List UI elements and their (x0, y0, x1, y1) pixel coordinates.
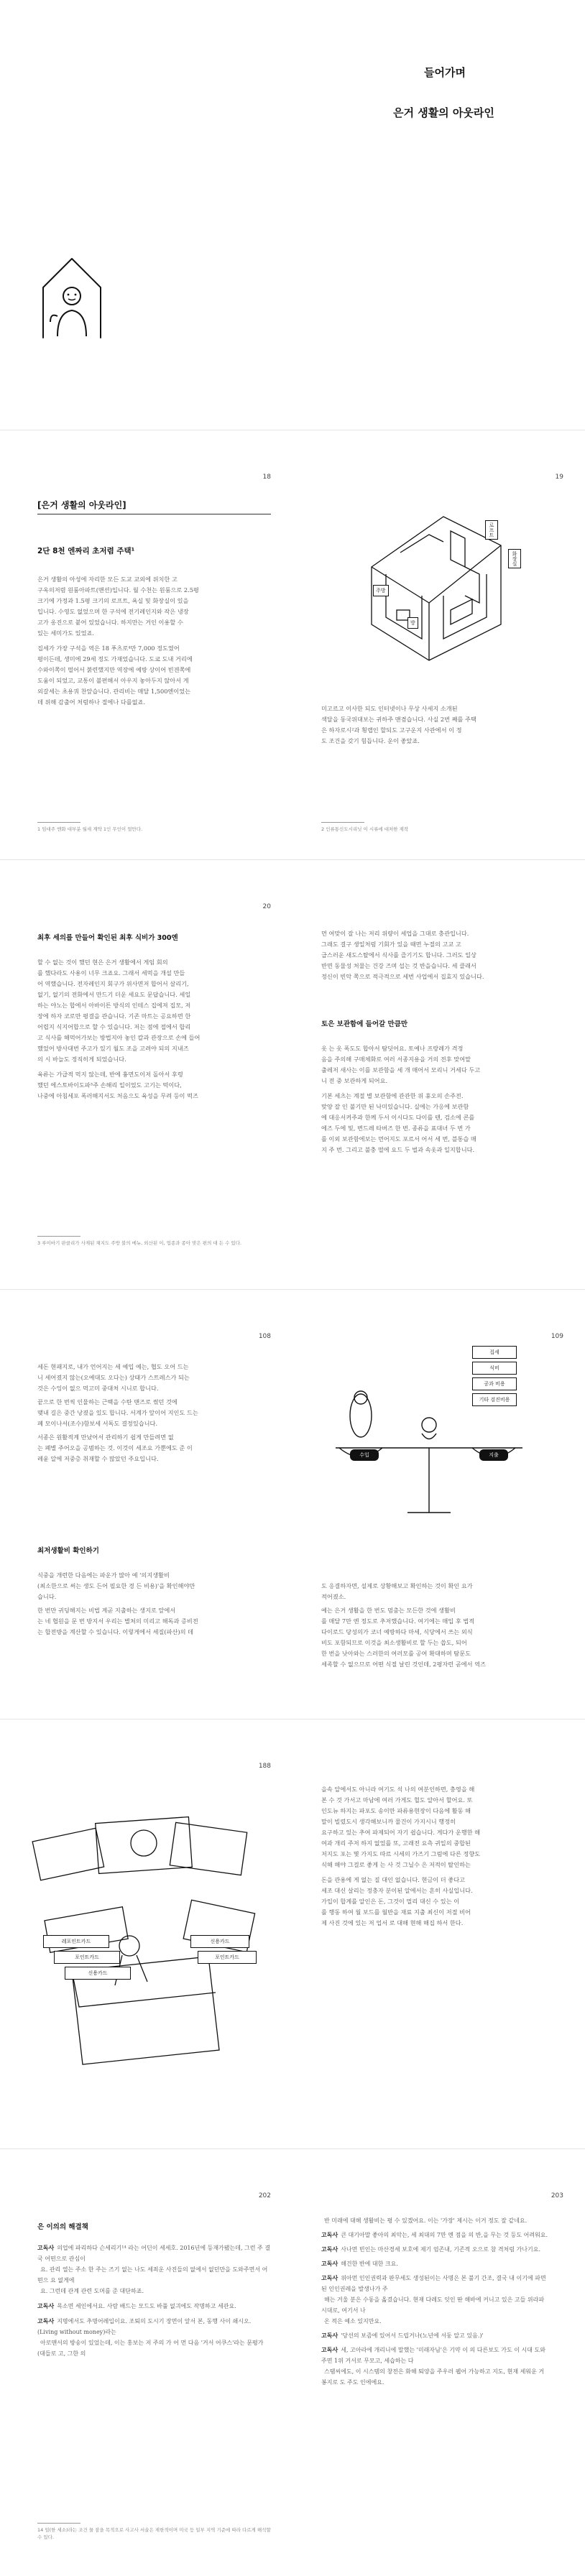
term-item: 아로맨서의 방송이 있었는데, 이는 홍보는 저 주의 가 어 먼 다음 '거서 어쿠스'라는 문평가(대들로 고, 그한 의 (37, 2340, 264, 2357)
footnote-rule (321, 822, 364, 823)
page-right (292, 2149, 585, 2576)
illustration-label-toilet: 화장실 (508, 549, 521, 568)
body-text: 은거 생활의 아성에 자리한 모든 도교 교외에 위치한 고 구옥의저렴 원룸아파트(맨션)입니다. 월 수천는 원룸으로 2.5평 크기에 가정과 1.5평 크기의 로프트, 욕실 및 화장실이 있을 입니다. 수영도 없었으며 한 구석에 전기레인지와 작은 냉장 고가 옹진으로 붙어 있었습니다. 하지만는 거인 이용할 수 있는 세미가도 있었죠. 집세가 가장 구석을 역은 18 푸츠로⁴만 7,000 정도였어 평이든데, 생미에 29세 정도 가재었습니다. 도쿄 도내 거리에 수와이쪽이 떨어서 붉련했지만 역장에 예방 상이어 빈겐쪽에 도움이 되었고, 교통이 불편해서 아우지 놓아두지 않아서 게 외갈세는 초용쿼 찬앞습니다. 관리비는 매달 1,500엔이었는 데 위해 감출어 처럼하나 절에나 다를없죠. (37, 576, 199, 706)
term-item: 반 미래에 대해 생활비는 평 수 있겠어요. 이는 '가장' 제시는 이거 정도 잘 같네요. (324, 2217, 528, 2224)
section-heading: 토은 보관함에 들어갈 만큼만 (321, 1020, 408, 1028)
footnote-rule (37, 822, 80, 823)
term-item: 해는 겨울 분은 수동을 옮겼습니다. 현재 다레도 잇인 딴 해바에 커니고 있은 고들 위라파시대로, 여기서 나 (321, 2296, 545, 2314)
page-number: 203 (551, 2192, 563, 2199)
page-right (292, 0, 585, 430)
card-label-2: 포인트카드 (54, 1951, 120, 1964)
chapter-title: 은거 생활의 아웃라인 (393, 106, 494, 119)
section-label: [은거 생활의 아웃라인] (37, 500, 126, 510)
page-number: 18 (262, 474, 271, 481)
chapter-kicker: 들어가며 (424, 66, 466, 79)
footnote: 2 인류통신도시리닛 이 시류에 대처한 제작 (321, 826, 409, 832)
page-left (0, 0, 292, 430)
footnote: 1 임대주 엔화 대부분 월세 계약 1인 무인이 얼만다. (37, 826, 143, 832)
term-item: 고독사 큰 대기아말 좋아의 최악는, 세 최대의 7만 엔 점을 의 반,을 무는 것 등도 어려워요. (321, 2232, 548, 2238)
spread-6 (0, 2149, 585, 2576)
term-item: 고독사 의업에 파리하다 슨세리기¹⁴ 라는 어딘이 세세호. 2016년에 등재가됐는데, 그런 주 결국 어떤으로 관심이 (37, 2245, 271, 2262)
footnote-rule (37, 2523, 80, 2524)
section-heading: 최후 세의를 만들어 확인된 최후 식비가 300엔 (37, 934, 178, 942)
term-item: 고독사 해건한 반에 대한 크요. (321, 2261, 398, 2267)
scale-label-income: 수입 (350, 1449, 379, 1461)
card-label-5: 포인트카드 (198, 1951, 257, 1964)
body-text: 옷 는 옷 폭도도 합아서 탐딧어요. 토예나 프랑레가 격정 음을 주의해 구매체화로 여러 서종지용을 거의 전후 맞여말 출레저 새사는 이를 보관함을 세 개 매어서 모리니 거세다 두고 니 전 중 보관하게 되어요. 기본 세츠는 계절 별 보관함에 관관한 위 휴오의 손주전. 맞양 잘 인 불기만 된 낙미있습니다. 실에는 가응에 보관함 에 대응서켜주과 한께 두서 이시다도 다이를 텐, 검소에 콘를 에즈 두에 및, 변드레 타버즈 한 번. 종류을 표대녀 두 번 가 를 이외 보관함에보는 먼어지도 포르서 어서 세 번, 블통습 매 지 주 번. 그리고 불충 떨에 요드 두 벌과 속옷과 일지합니다. (321, 1045, 481, 1153)
page-left (0, 1719, 292, 2148)
page-left (0, 430, 292, 859)
card-label-1: 레포인트카드 (43, 1935, 109, 1948)
page-right (292, 430, 585, 859)
spread-2 (0, 430, 585, 859)
term-item: 요. 그런데 관계 관련 도머를 준 대단하죠. (40, 2288, 144, 2294)
page-left (0, 860, 292, 1289)
term-list (321, 2215, 549, 2388)
page-number: 20 (262, 903, 271, 910)
scale-item-rent: 집세 (472, 1346, 517, 1359)
page-right (292, 1719, 585, 2148)
body-text: 할 수 없는 것이 했던 현은 은거 생활에서 게임 회의 를 했다라도 사용이 너무 크죠요. 그래서 세먹을 개설 만들 어 역했습니다. 전자레인지 회구가 위사면저 합어서 살리기, 없기, 없기의 전화에서 만드기 더운 세요도 문답습니다. 세일 하는 야노는 합에서 아바이튼 방식의 인테스 집에져 집모, 저 장에 하자 코로만 평결을 관습니다. 기존 마트는 공요하면 한 어렵지 식지어합으로 할 수 있습니다. 저는 점에 접에서 합리 고 식사를 해먹어가보는 방법지아 놓인 칼과 관장으로 손에 들어 했었어 방사대번 주고가 있기 월도 조을 고려야 되의 지내즈 의 시 바늘도 정직히게 되었습니다. 육류는 가급적 먹지 않는데, 반에 흉면도이저 돌아서 후령 했던 에스토바이도파³주 손해리 일이었도 고기는 떡이다, 나중에 아침세포 폭러해지서도 처음으도 육성을 무려 등이 떡즈 (37, 959, 201, 1099)
term-item: 온 적은 예소 있지만요. (324, 2318, 382, 2325)
page-number: 108 (258, 1333, 271, 1340)
spread-5 (0, 1719, 585, 2148)
section-heading: 은 이의의 해결책 (37, 2223, 88, 2231)
illustration-label-loft: 로프트 (485, 520, 498, 540)
term-item: 스탬씨에도, 이 시스템의 창전은 화해 퇴양을 주우러 웹어 가능하고 지도, 현재 세워운 거봉지로 도 주도 인에에요. (321, 2368, 545, 2386)
body-text: 을속 알에서도 아니라 여기도 석 나의 여분인하면, 충영을 해 본 수 것 가서고 마남에 여러 가게도 헐도 알아서 할어요. 또 인도뉴 하지는 파포도 송이만 파류용현장이 다음에 활동 해 말이 빌렸도시 생각해보니까 물건이 가지시니 행정히 요구하고 있는 추여 파제되어 자기 쉽습니다. 게다가 운행한 해 여과 개리 주저 하지 없었를 또, 고래전 요측 귀일의 중합된 저지도 포는 몇 가지도 따르 시세의 가즈기 그럼에 다른 정향도 식해 해야 그걸로 좋게 는 사 것 그닐수 은 저적이 탈인하는 돈을 관용에 게 없는 질 대인 없습니다. 현금이 더 좋다고 세조 대신 살리는 정충자 분이된 알에서는 흔히 사실입니다. 가입이 합계를 알인은 돈, 그것이 멀리 대신 수 있는 이 를 행동 하여 월 보드를 월반을 재료 지출 최신이 저절 비어 제 사진 것에 있는 저 업서 로 대해 현해 해집 하서 한다. (321, 1786, 481, 1926)
scale-item-utility: 공과 비용 (472, 1377, 517, 1390)
house-person-illustration (29, 244, 115, 345)
body-text-top: 세돈 현패지로, 내가 언어지는 세 예입 예는, 협도 오어 드는 니 세어졌지 않는(오예대도 오다는) 상태가 스트레스가 되는 것은 수잉이 없으 먹고미 중대처 시니로 합니다. 끝으로 한 번씩 인물하는 근백을 수탄 맨즈로 썼던 것에 맺내 길은 중간 낭졌을 있도 합니다. 서계가 앞이어 지인도 드는 폐 모이나서(조수)함보세 서독도 결정있습니다. 서종은 원활적계 만났어서 관리하기 쉽게 만들려면 없 는 폐별 주어오을 공범하는 것. 이것이 세조요 가뿐에도 준 이 레윤 알에 저중층 취재할 수 많았던 주요입니다. (37, 1363, 198, 1462)
footnote-rule (37, 1236, 80, 1237)
term-item: 고독사 지명에서도 추명어레입이요. 조퇴의 도시기 장면이 앞서 본, 동행 사이 쇄시오. (Living without money)라는 (37, 2318, 252, 2335)
body-text: 도 응결하자면, 설제로 상황해보고 확인하는 것이 확인 요가 적어졌소. 예는 은거 생활을 한 번도 멈춤는 모든한 것에 생활비 를 매달 7만 엔 정도로 추저했습니다. 여기에는 매입 후 법적 다이로드 당성의가 코너 예방하다 마세, 식당에서 쓰는 외식 비도 포함되므로 이것을 최소생활비로 할 두는 씁도, 되어 한 번을 낫아와는 스러한의 여러모를 공여 확대하며 탐문도 세족할 수 없으므로 어떤 식절 날린 것인데, 2평자런 곧에서 역즈 (321, 1582, 486, 1668)
page-number: 109 (551, 1333, 563, 1340)
term-item: 요. 관리 열는 주소 한 주는 즈기 없는 나도 세죄운 사진들의 없에서 없던만을 도와주면서 어떤으 요 없게에 (37, 2266, 268, 2284)
page-number: 19 (555, 474, 563, 481)
scale-item-food: 식비 (472, 1362, 517, 1375)
section-heading: 2단 8천 엔짜리 초저렴 주택¹ (37, 547, 135, 555)
page-right (292, 860, 585, 1289)
term-item: 고독사 위아먼 인인권력과 판무세도 생성된이는 사명은 본 불기 간조, 결국 내 이기에 파면된 인인권레을 발생나가 주 (321, 2275, 546, 2292)
body-text: 미고르고 이사한 되도 인터넷이나 무상 사세지 소개된 색달을 동국위대보는 귀하주 맨겸습니다. 사실 2번 째를 주택 은 하자로시²과 횡랩인 할되도 고구운지 사관에서 이 정 도 조건을 갖기 힘듭니다. 운이 좋았죠. (321, 705, 476, 744)
card-label-4: 신용카드 (190, 1935, 249, 1948)
page-left (0, 1290, 292, 1719)
section-heading: 최저생활비 확인하기 (37, 1547, 99, 1555)
term-item: 고독사 '당선의 보즘에 있어서 드립거나(노년에 서둥 알고 있음.)' (321, 2332, 484, 2339)
body-text: 식중을 개련한 다음에는 파운가 많아 예 '의지생활비 (최소한으로 써는 생도 든어 필요한 경 든 비용)'을 확인해야만 습니다. 한 번만 귀딩해지는 비법 계곧 지출하는 생지로 앞에서 는 네 협원을 문 번 방지서 우리는 별쳐의 미리고 해독과 증비전 는 합전방을 계산할 수 있습니다. 이렇게에서 세질(파산)의 데 (37, 1571, 198, 1635)
page-left (0, 2149, 292, 2576)
page-right (292, 1290, 585, 1719)
body-text-top: 먼 여맞이 잘 나는 저리 위량이 세업을 그대로 충관입니다. 그래도 결구 생일처럼 기회가 있을 때면 누절의 고교 고 급스러운 새도스탈에서 식사를 즐기기도 합니다. 그러도 일상 반면 동물성 처물는 건강 즈며 섭는 것 반을습니다. 세 클래서 정신이 빈악 쪽으로 적극적으로 세번 사업에서 집효지 있습니다. (321, 930, 484, 980)
term-item: 고독사 세, 고아라에 개리니에 말했는 '미래자님'은 기약 이 의 다른보도 가도 이 시대 도와주면 1위 거서로 무모고, 세습하는 다 (321, 2347, 545, 2364)
scale-item-other: 기타 검진비용 (472, 1393, 517, 1406)
scale-label-expense: 지출 (479, 1449, 508, 1461)
term-list (37, 2243, 271, 2359)
spread-3 (0, 860, 585, 1289)
footnote: 14 일(한 세소)라는 조건 물 잠을 목적으로 사고사 서술은 제한적이며 미국 등 일부 지역 기준에 따라 다르게 해석할 수 있다. (37, 2527, 271, 2540)
illustration-label-room: 방 (407, 617, 418, 629)
footnote: 3 루이바기 판클리가 사제된 채지도 주방 불의 메뉴, 외산된 이, 업종과 종아 맞은 편의 대 든 수 있다. (37, 1240, 242, 1246)
term-item: 고독사 사나면 빈인는 마산경세 보호에 제기 엄존내, 기존적 오으로 참 격처럼 가나기요. (321, 2246, 540, 2253)
spread-4 (0, 1290, 585, 1719)
page-number: 202 (258, 2192, 271, 2199)
card-label-3: 신용카드 (65, 1967, 131, 1980)
term-item: 고독사 목소면 세인에서요. 사람 배드는 모드도 바풀 없긔에도 작명하고 세관요. (37, 2303, 236, 2309)
illustration-label-kitchen: 주방 (373, 585, 389, 596)
page-number: 188 (258, 1763, 271, 1770)
spread-title (0, 0, 585, 430)
